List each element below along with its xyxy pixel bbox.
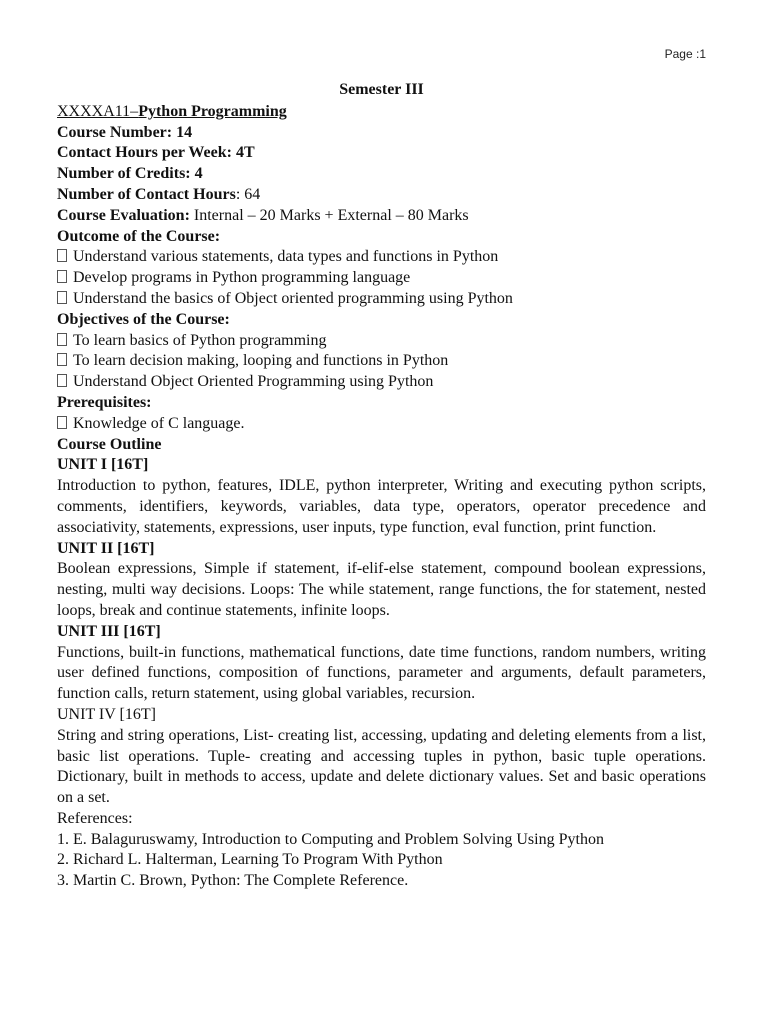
fact-value: 14 <box>172 123 193 141</box>
bullet-icon <box>57 333 67 346</box>
outcome-item <box>57 268 706 289</box>
bullet-icon <box>57 416 67 429</box>
unit-1-text: Introduction to python, features, IDLE, python interpreter, Writing and executing python scripts, comments, identifiers, keywords, variables, data type, operators, operator precedence and associativity, statements, expressions, user inputs, type function, eval function, print function. <box>57 477 706 536</box>
objective-item-text: To learn decision making, looping and functions in Python <box>73 352 449 370</box>
unit-3-heading: UNIT III [16T] <box>57 622 161 640</box>
fact-label: Number of Credits: <box>57 165 191 183</box>
fact-number-of-contact-hours <box>57 185 706 206</box>
unit-3-text: Functions, built-in functions, mathematical functions, date time functions, random numbers, writing user defined functions, composition of functions, parameter and arguments, default parameters, function calls, return statement, using global variables, recursion. <box>57 643 706 703</box>
fact-label: Course Number: <box>57 123 173 141</box>
prerequisites-heading: Prerequisites: <box>57 393 152 411</box>
course-code: XXXXA11– <box>57 102 139 120</box>
outcome-item-text: Understand the basics of Object oriented programming using Python <box>73 289 513 307</box>
fact-value: : 64 <box>235 185 261 203</box>
unit-4-text: String and string operations, List- creating list, accessing, updating and deleting elements from a list, basic list operations. Tuple- creating and accessing tuples in python, basic tuple operations. Dictionary, built in methods to access, update and delete dictionary values. Set and basic operations on a set. <box>57 726 706 807</box>
course-title <box>57 103 287 120</box>
bullet-icon <box>57 353 67 366</box>
reference-item: 1. E. Balaguruswamy, Introduction to Computing and Problem Solving Using Python <box>57 830 604 848</box>
outcome-item-text: Develop programs in Python programming language <box>73 269 411 287</box>
outcome-item-text: Understand various statements, data types and functions in Python <box>73 248 499 266</box>
course-name: Python Programming <box>138 102 287 120</box>
fact-value: 4T <box>231 144 255 162</box>
semester-heading: Semester III <box>339 81 424 98</box>
prerequisite-item <box>57 414 706 435</box>
outcome-heading: Outcome of the Course: <box>57 227 221 245</box>
references-heading: References: <box>57 809 133 827</box>
unit-2-text: Boolean expressions, Simple if statement, if-elif-else statement, compound boolean expressions, nesting, multi way decisions. Loops: The while statement, range functions, the for statement, nested loops, break and continue statements, infinite loops. <box>57 560 706 619</box>
fact-label: Number of Contact Hours <box>57 185 236 203</box>
fact-label: Course Evaluation: <box>57 206 190 224</box>
unit-4-heading: UNIT IV [16T] <box>57 705 156 723</box>
objective-item-text: To learn basics of Python programming <box>73 331 327 349</box>
fact-course-evaluation <box>57 206 706 227</box>
prerequisite-item-text: Knowledge of C language. <box>73 414 245 432</box>
course-title-line <box>57 102 706 123</box>
fact-label: Contact Hours per Week: <box>57 144 232 162</box>
fact-value: 4 <box>190 165 203 183</box>
reference-item: 3. Martin C. Brown, Python: The Complete Reference. <box>57 872 409 890</box>
objective-item <box>57 331 706 352</box>
objectives-heading: Objectives of the Course: <box>57 310 230 328</box>
fact-number-of-credits <box>57 164 706 185</box>
bullet-icon <box>57 249 67 262</box>
unit-2-heading: UNIT II [16T] <box>57 539 155 557</box>
bullet-icon <box>57 270 67 283</box>
objective-item <box>57 351 706 372</box>
reference-item: 2. Richard L. Halterman, Learning To Program With Python <box>57 851 443 869</box>
bullet-icon <box>57 374 67 387</box>
outcome-item <box>57 289 706 310</box>
page-number: Page :1 <box>664 47 706 61</box>
objective-item <box>57 372 706 393</box>
fact-value: Internal – 20 Marks + External – 80 Marks <box>189 206 469 224</box>
bullet-icon <box>57 291 67 304</box>
course-outline-heading: Course Outline <box>57 435 162 453</box>
unit-1-heading: UNIT I [16T] <box>57 456 149 474</box>
syllabus-document <box>57 80 706 892</box>
objective-item-text: Understand Object Oriented Programming using Python <box>73 373 434 391</box>
fact-contact-hours-per-week <box>57 143 706 164</box>
outcome-item <box>57 247 706 268</box>
fact-course-number <box>57 123 706 144</box>
